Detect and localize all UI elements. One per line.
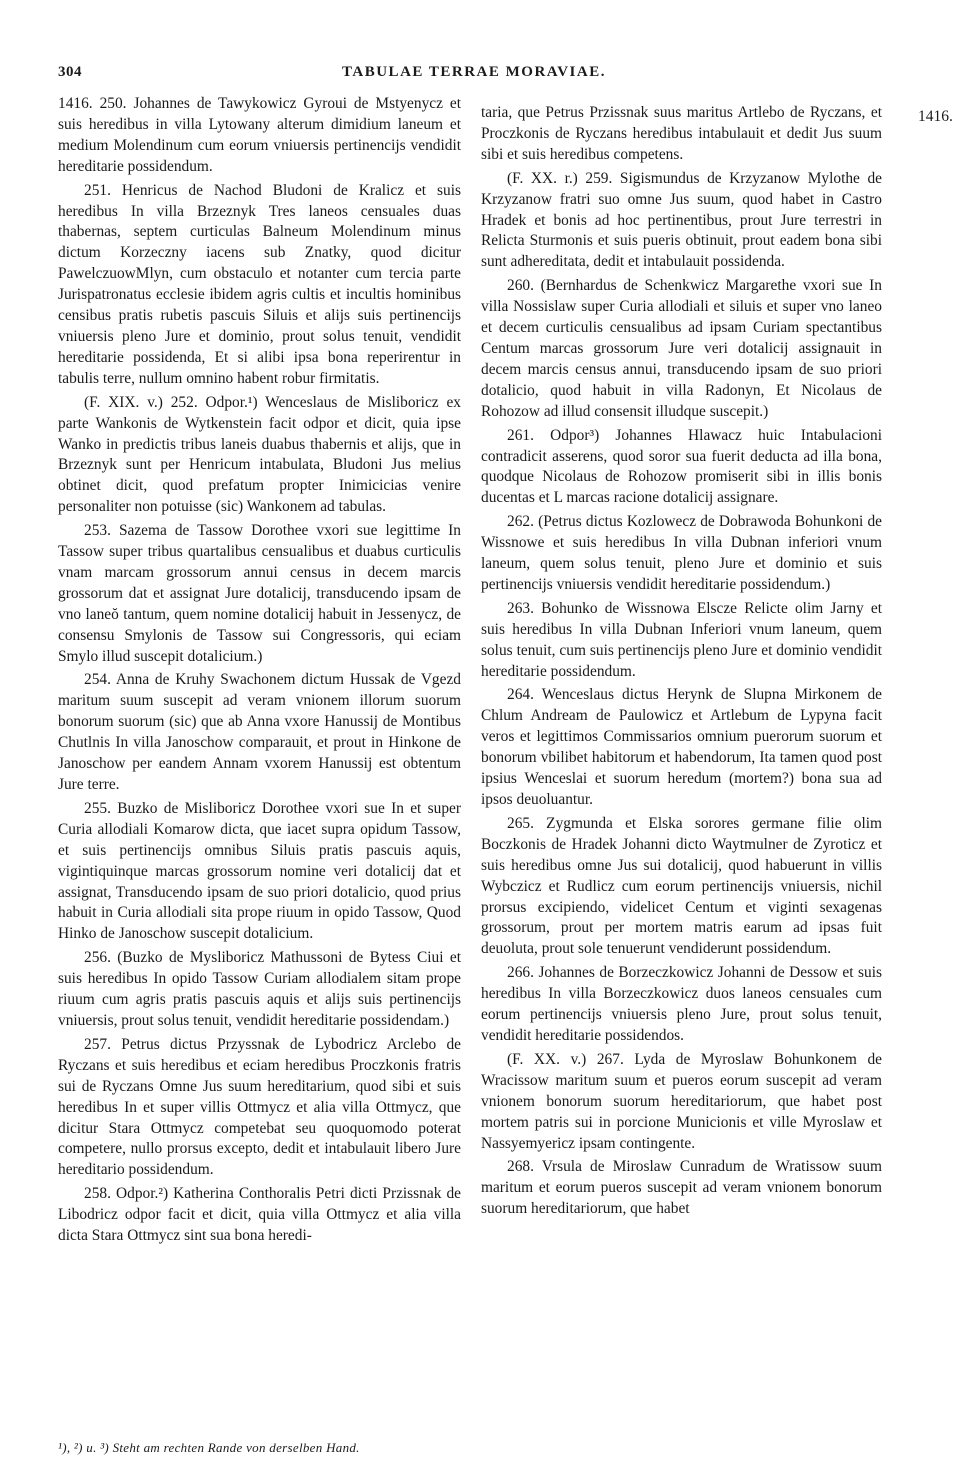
entry-259: (F. XX. r.) 259. Sigismundus de Krzyzanow Mylothe de Krzyzanow fratri suo omne Jus suum, quod habet in Castro Hradek et bonis ad hoc pertinentibus, prout Jure terrestri in Relicta Sturmonis et suis pueris obtinuit, prout eadem bona sibi sunt adhereditata, dedit et intabulauit possidenda. <box>481 169 882 271</box>
entry-261: 261. Odpor³) Johannes Hlawacz huic Intabulacioni contradicit asserens, quod soror sua fuerit deducta ad illa bona, quodque Nicolaus de Rohozow promiserit sibi in illis bonis ducentas et L marcas racione dotalicij assignare. <box>481 426 882 507</box>
entry-267: (F. XX. v.) 267. Lyda de Myroslaw Bohunkonem de Wracissow maritum suum et pueros eorum suscepit ad veram vnionem bonorum suorum hereditariorum, que habet post mortem patris sui in porcione Municionis et ville Myroslaw et Nassyemyericz ipsam contingente. <box>481 1050 882 1152</box>
entry-264: 264. Wenceslaus dictus Herynk de Slupna Mirkonem de Chlum Andream de Paulowicz et Artlebum de Lypyna facit veros et legittimos Commissarios omnium puerorum suorum et bonorum vbilibet habitorum et habendorum, Ita tamen quod post ipsius Wenceslai et suorum heredum (mortem?) bona sua ad ipsos deuoluantur. <box>481 686 882 808</box>
entry-251: 251. Henricus de Nachod Bludoni de Kralicz et suis heredibus In villa Brzeznyk Tres laneos censuales duas thabernas, septem curticulas Balneum Molendinum minus dictum Korzeczny iacens sub Znatky, quod dicitur PawelczuowMlyn, cum obstaculo et notanter cum tercia parte Jurispatronatus ecclesie ibidem agris cultis et incultis hominibus censibus pratis rubetis pascuis Siluis et alijs suis pertinencijs vniuersis pleno Jure et dominio, prout solus tenuit, vendidit hereditarie possidenda, Et si alibi ipsa bona reperirentur in tabulis terre, nullum omnino habent robur firmitatis. <box>58 181 461 387</box>
entry-256: 256. (Buzko de Mysliboricz Mathussoni de Bytess Ciui et suis heredibus In opido Tassow Curiam allodialem sitam prope riuum cum agris pratis pascuis aquis et alijs suis pertinencijs vniuersis, prout solus tenuit, vendidit hereditarie possidendam.) <box>58 949 461 1029</box>
entry-250: 1416. 250. Johannes de Tawykowicz Gyroui de Mstyenycz et suis heredibus in villa Lytowany alterum dimidium laneum et medium Molendinum cum eorum vniuersis pertinencijs vendidit hereditarie possidendum. <box>58 95 461 175</box>
entry-258: 258. Odpor.²) Katherina Conthoralis Petri dicti Przissnak de Libodricz odpor facit et dicit, quia villa Ottmycz et alia villa dicta Stara Ottmycz sint sua bona heredi- <box>58 1185 461 1245</box>
entry-265: 265. Zygmunda et Elska sorores germane filie olim Boczkonis de Hradek Johanni dicto Waytmulner de Zyroticz et suis heredibus omne Jus sui dotalicij, quod habuerunt in villis Wybczicz et Rudlicz cum eorum pertinencijs vniuersis, nichil prorsus excipiendo, videlicet Centum et viginti sexagenas grossorum, prout per mortem matris earum ad ipsas fuit deuoluta, prout sole tenuerunt vendiderunt possidendum. <box>481 814 882 958</box>
entry-252: (F. XIX. v.) 252. Odpor.¹) Wenceslaus de Misliboricz ex parte Wankonis de Wytkenstein facit odpor et dicit, quia ipse Wanko in predictis tribus laneis duabus thabernis et alijs, que in Brzeznyk sunt per Henricum intabulata, Bludoni Jus melius obtinet dicit, quod prefatum propter Inimicicias venire personaliter non potuisse (sic) Wankonem ad tabulas. <box>58 393 461 516</box>
entry-258-continued: taria, que Petrus Przissnak suus maritus Artlebo de Ryczans, et Proczkonis de Ryczans heredibus intabulauit et dedit Jus suum sibi et suis heredibus competens. <box>481 104 882 163</box>
right-column <box>481 103 882 1223</box>
entry-253: 253. Sazema de Tassow Dorothee vxori sue legittime In Tassow super tribus quartalibus censualibus et duabus curticulis vnam marcam grossorum annui census in decem marcis grossorum dat et assignat Jure dotalicij, transducendo ipsam de vno laneŏ tantum, quem nomine dotalicij habuit in Jessenycz, de consensu Smylonis de Tassow sui Congressoris, qui eciam Smylo illud suscepit dotalicium.) <box>58 522 461 665</box>
page-number: 304 <box>58 64 82 80</box>
entry-266: 266. Johannes de Borzeczkowicz Johanni de Dessow et suis heredibus In villa Borzeczkowicz duos laneos censuales cum eorum pertinencijs vniuersis pleno Jure, prout solus tenuit, vendidit hereditarie possidendos. <box>481 964 882 1044</box>
entry-262: 262. (Petrus dictus Kozlowecz de Dobrawoda Bohunkoni de Wissnowe et suis heredibus In villa Dubnan inferiori vnum laneum, quem solus tenuit, pleno Jure et dominio et suis pertinencijs vniuersis vendidit hereditarie possidendum.) <box>481 513 882 593</box>
entry-255: 255. Buzko de Misliboricz Dorothee vxori sue In et super Curia allodiali Komarow dicta, que iacet supra opidum Tassow, et suis pertinencijs omnibus Siluis pratis pascuis aquis, vigintiquinque marcas grossorum nomine veri dotalicij dat et assignat, Transducendo ipsam de suo priori dotalicio, quod prius habuit in Curia allodiali sita prope riuum in opido Tassow, Quod Hinko de Janoschow suscepit dotalicium. <box>58 799 461 943</box>
margin-year-right: 1416. <box>918 108 953 125</box>
page-header <box>0 60 960 90</box>
footnote: ¹), ²) u. ³) Steht am rechten Rande von derselben Hand. <box>58 1440 360 1455</box>
entry-263: 263. Bohunko de Wissnowa Elscze Relicte olim Jarny et suis heredibus In villa Dubnan Inferiori vnum laneum, quem solus tenuit, cum suis pertinencijs pleno Jure et dominio vendidit hereditarie possidendum. <box>481 599 882 680</box>
entry-257: 257. Petrus dictus Przyssnak de Lybodricz Arclebo de Ryczans et suis heredibus et eciam heredibus Proczkonis fratris sui de Ryczans Omne Jus suum hereditarium, quod sibi et suis heredibus In et super villis Ottmycz et alia villa Ottmycz, que dicitur Stara Ottmycz competebat seu quoquomodo poterat competere, nullo prorsus excepto, dedit et intabulauit libero Jure hereditario possidendum. <box>58 1035 461 1179</box>
entry-268: 268. Vrsula de Miroslaw Cunradum de Wratissow suum maritum et eorum pueros suscepit ad veram vnionem bonorum suorum hereditariorum, que habet <box>481 1158 882 1218</box>
entry-254: 254. Anna de Kruhy Swachonem dictum Hussak de Vgezd maritum suum suscepit ad veram vnionem illorum suorum bonorum suorum (sic) que ab Anna vxore Hanussij de Montibus Chutlnis In villa Janoschow comparauit, et prout in Hinkone de Janoschow per eandem Annam vxorem Hanussij est obtentum Jure terre. <box>58 671 461 793</box>
left-column <box>58 94 461 1250</box>
running-title: TABULAE TERRAE MORAVIAE. <box>342 64 606 80</box>
entry-260: 260. (Bernhardus de Schenkwicz Margarethe vxori sue In villa Nossislaw super Curia allodiali et siluis et super vno laneo et decem curticulis censualibus ad ipsam Curiam spectantibus Centum marcas grossorum Jure veri dotalicij assignauit in decem marcis census annui, transducendo ipsam de suo priori dotalicio, quod habuit in villa Radonyn, Et Nicolaus de Rohozow ad illud consensit illudque suscepit.) <box>481 277 882 420</box>
